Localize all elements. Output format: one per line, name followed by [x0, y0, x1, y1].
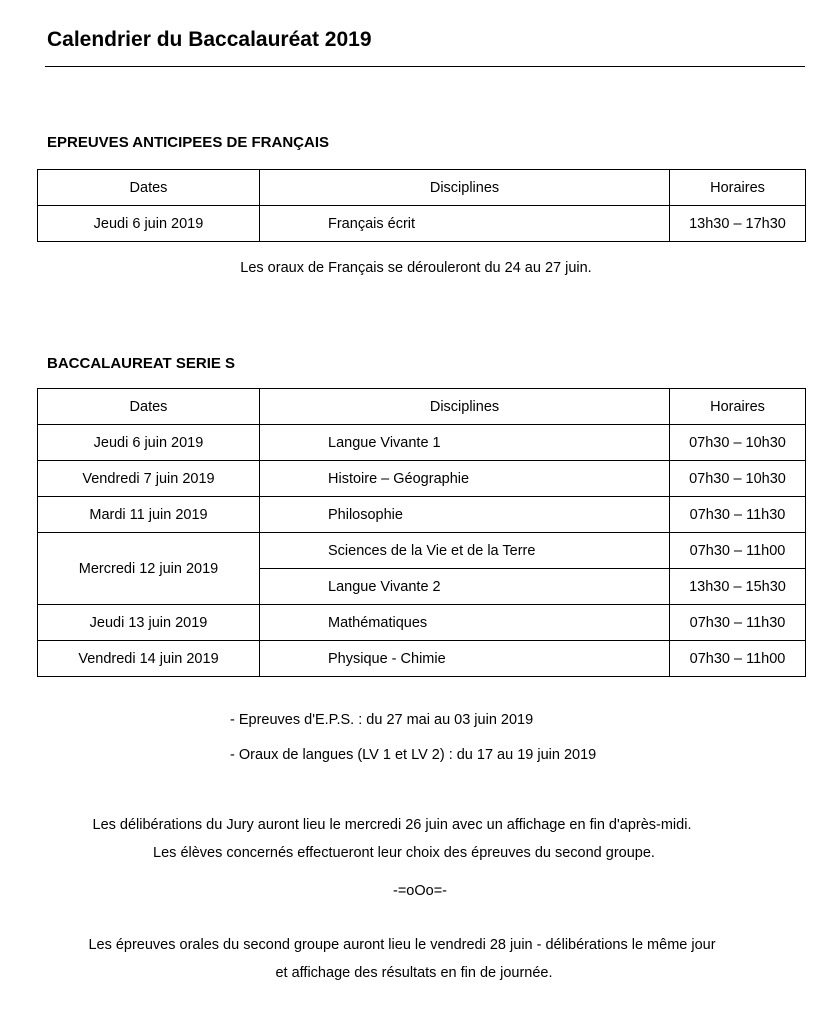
row-horaire: 13h30 – 17h30	[670, 206, 806, 242]
serie-s-section-heading: BACCALAUREAT SERIE S	[47, 355, 236, 372]
row-discipline: Français écrit	[260, 206, 670, 242]
table-row	[38, 206, 806, 242]
header-dates: Dates	[38, 170, 260, 206]
row-date: Vendredi 7 juin 2019	[38, 461, 260, 497]
second-groupe-line-1: Les épreuves orales du second groupe auront lieu le vendredi 28 juin - délibérations le même jour	[88, 937, 716, 953]
second-groupe-line-2: et affichage des résultats en fin de journée.	[275, 965, 553, 981]
page-title: Calendrier du Baccalauréat 2019	[47, 28, 372, 51]
row-horaire: 07h30 – 11h00	[670, 641, 806, 677]
table-header-row	[38, 170, 806, 206]
row-horaire: 13h30 – 15h30	[670, 569, 806, 605]
row-date: Jeudi 6 juin 2019	[38, 425, 260, 461]
french-oral-note: Les oraux de Français se dérouleront du 24 au 27 juin.	[240, 260, 592, 276]
table-row	[38, 461, 806, 497]
french-section-heading: EPREUVES ANTICIPEES DE FRANÇAIS	[47, 134, 329, 151]
row-discipline: Histoire – Géographie	[260, 461, 670, 497]
row-horaire: 07h30 – 11h30	[670, 497, 806, 533]
row-horaire: 07h30 – 10h30	[670, 425, 806, 461]
eps-note: - Epreuves d'E.P.S. : du 27 mai au 03 juin 2019	[230, 712, 534, 728]
deliberations-line-1: Les délibérations du Jury auront lieu le mercredi 26 juin avec un affichage en fin d'après-midi.	[92, 817, 692, 833]
table-row	[38, 605, 806, 641]
row-date: Jeudi 13 juin 2019	[38, 605, 260, 641]
serie-s-schedule-table	[37, 388, 806, 677]
row-discipline: Langue Vivante 2	[260, 569, 670, 605]
header-disciplines: Disciplines	[260, 170, 670, 206]
table-row	[38, 425, 806, 461]
table-row	[38, 497, 806, 533]
table-header-row	[38, 389, 806, 425]
row-horaire: 07h30 – 11h00	[670, 533, 806, 569]
deliberations-line-2: Les élèves concernés effectueront leur choix des épreuves du second groupe.	[153, 845, 655, 861]
header-disciplines: Disciplines	[260, 389, 670, 425]
row-horaire: 07h30 – 11h30	[670, 605, 806, 641]
row-date: Mardi 11 juin 2019	[38, 497, 260, 533]
row-discipline: Physique - Chimie	[260, 641, 670, 677]
french-schedule-table	[37, 169, 806, 242]
row-date: Mercredi 12 juin 2019	[38, 533, 260, 605]
row-date: Vendredi 14 juin 2019	[38, 641, 260, 677]
header-horaires: Horaires	[670, 170, 806, 206]
row-discipline: Mathématiques	[260, 605, 670, 641]
table-row	[38, 641, 806, 677]
row-date: Jeudi 6 juin 2019	[38, 206, 260, 242]
oral-languages-note: - Oraux de langues (LV 1 et LV 2) : du 17 au 19 juin 2019	[230, 747, 597, 763]
row-horaire: 07h30 – 10h30	[670, 461, 806, 497]
separator: -=oOo=-	[393, 883, 447, 899]
row-discipline: Philosophie	[260, 497, 670, 533]
header-dates: Dates	[38, 389, 260, 425]
row-discipline: Sciences de la Vie et de la Terre	[260, 533, 670, 569]
header-horaires: Horaires	[670, 389, 806, 425]
row-discipline: Langue Vivante 1	[260, 425, 670, 461]
table-row	[38, 533, 806, 569]
title-divider	[45, 66, 805, 67]
